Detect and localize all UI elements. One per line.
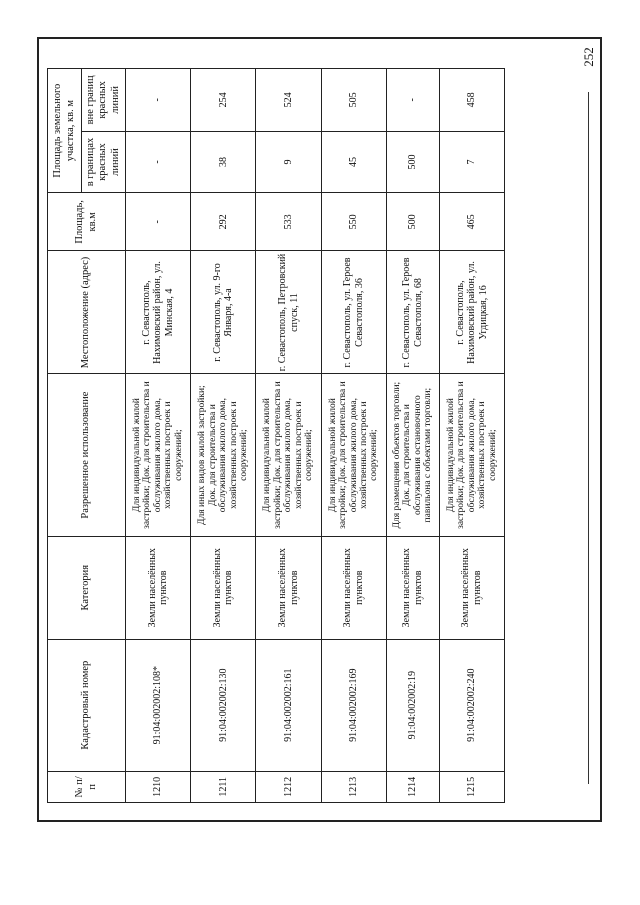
cell-cadastral: 91:04:002002:108*: [126, 639, 191, 771]
cell-area: 465: [439, 193, 504, 251]
cell-address: г. Севастополь, Нахимовский район, ул. Угдицкая, 16: [439, 251, 504, 374]
cell-num: 1212: [256, 771, 321, 802]
table-row: [439, 69, 504, 803]
cell-address: г. Севастополь, Петровский спуск, 11: [256, 251, 321, 374]
table-row: [321, 69, 386, 803]
cell-inside: 9: [256, 131, 321, 193]
table-row: [256, 69, 321, 803]
header-num: № п/п: [48, 771, 126, 802]
cell-category: Земли населённых пунктов: [191, 536, 256, 639]
cell-use: Для индивидуальной жилой застройки; Док. для строительства и обслуживания жилого дома, хозяйственных построек и сооружений;: [256, 374, 321, 536]
cell-use: Для индивидуальной жилой застройки; Док. для строительства и обслуживания жилого дома, хозяйственных построек и сооружений;: [439, 374, 504, 536]
cell-num: 1215: [439, 771, 504, 802]
cell-cadastral: 91:04:002002:130: [191, 639, 256, 771]
footer-rule: [588, 92, 589, 784]
cell-outside: -: [126, 69, 191, 132]
table-row: [386, 69, 439, 803]
header-inside: в границах красных линий: [82, 131, 126, 193]
cell-num: 1214: [386, 771, 439, 802]
table-row: [191, 69, 256, 803]
header-use: Разрешенное использование: [48, 374, 126, 536]
cell-use: Для размещения объектов торговли; Док. для строительства и обслуживания остановочного павильона с объектами торговли;: [386, 374, 439, 536]
cell-inside: 45: [321, 131, 386, 193]
cell-category: Земли населённых пунктов: [439, 536, 504, 639]
header-land-area: Площадь земельного участка, кв. м: [48, 69, 82, 193]
cell-address: г. Севастополь, ул. Героев Севастополя, 36: [321, 251, 386, 374]
header-area: Площадь, кв.м: [48, 193, 126, 251]
cell-num: 1210: [126, 771, 191, 802]
cell-num: 1211: [191, 771, 256, 802]
cell-inside: 38: [191, 131, 256, 193]
cell-area: 292: [191, 193, 256, 251]
cell-category: Земли населённых пунктов: [256, 536, 321, 639]
table-row: [126, 69, 191, 803]
header-category: Категория: [48, 536, 126, 639]
cell-area: 500: [386, 193, 439, 251]
header-cadastral: Кадастровый номер: [48, 639, 126, 771]
land-plots-table-container: [47, 68, 505, 803]
cell-use: Для индивидуальной жилой застройки; Док. для строительства и обслуживания жилого дома, хозяйственных построек и сооружений;: [126, 374, 191, 536]
page-number: 252: [581, 47, 596, 67]
cell-inside: 7: [439, 131, 504, 193]
cell-category: Земли населённых пунктов: [386, 536, 439, 639]
cell-category: Земли населённых пунктов: [126, 536, 191, 639]
header-address: Местоположение (адрес): [48, 251, 126, 374]
cell-area: -: [126, 193, 191, 251]
cell-inside: -: [126, 131, 191, 193]
header-outside: вне границ красных линий: [82, 69, 126, 132]
cell-outside: 505: [321, 69, 386, 132]
cell-address: г. Севастополь, ул. 9-го Января, 4-а: [191, 251, 256, 374]
cell-outside: 458: [439, 69, 504, 132]
cell-outside: 254: [191, 69, 256, 132]
cell-cadastral: 91:04:002002:19: [386, 639, 439, 771]
cell-address: г. Севастополь, Нахимовский район, ул. Минская, 4: [126, 251, 191, 374]
cell-inside: 500: [386, 131, 439, 193]
land-plots-table: [47, 68, 505, 803]
cell-address: г. Севастополь, ул. Героев Севастополя, 68: [386, 251, 439, 374]
cell-category: Земли населённых пунктов: [321, 536, 386, 639]
cell-outside: -: [386, 69, 439, 132]
cell-outside: 524: [256, 69, 321, 132]
cell-num: 1213: [321, 771, 386, 802]
cell-area: 533: [256, 193, 321, 251]
cell-cadastral: 91:04:002002:161: [256, 639, 321, 771]
cell-use: Для иных видов жилой застройки; Док. для строительства и обслуживания жилого дома, хозяйственных построек и сооружений;: [191, 374, 256, 536]
cell-area: 550: [321, 193, 386, 251]
cell-cadastral: 91:04:002002:169: [321, 639, 386, 771]
cell-use: Для индивидуальной жилой застройки; Док. для строительства и обслуживания жилого дома, хозяйственных построек и сооружений;: [321, 374, 386, 536]
table-header-row: [48, 69, 82, 803]
cell-cadastral: 91:04:002002:240: [439, 639, 504, 771]
